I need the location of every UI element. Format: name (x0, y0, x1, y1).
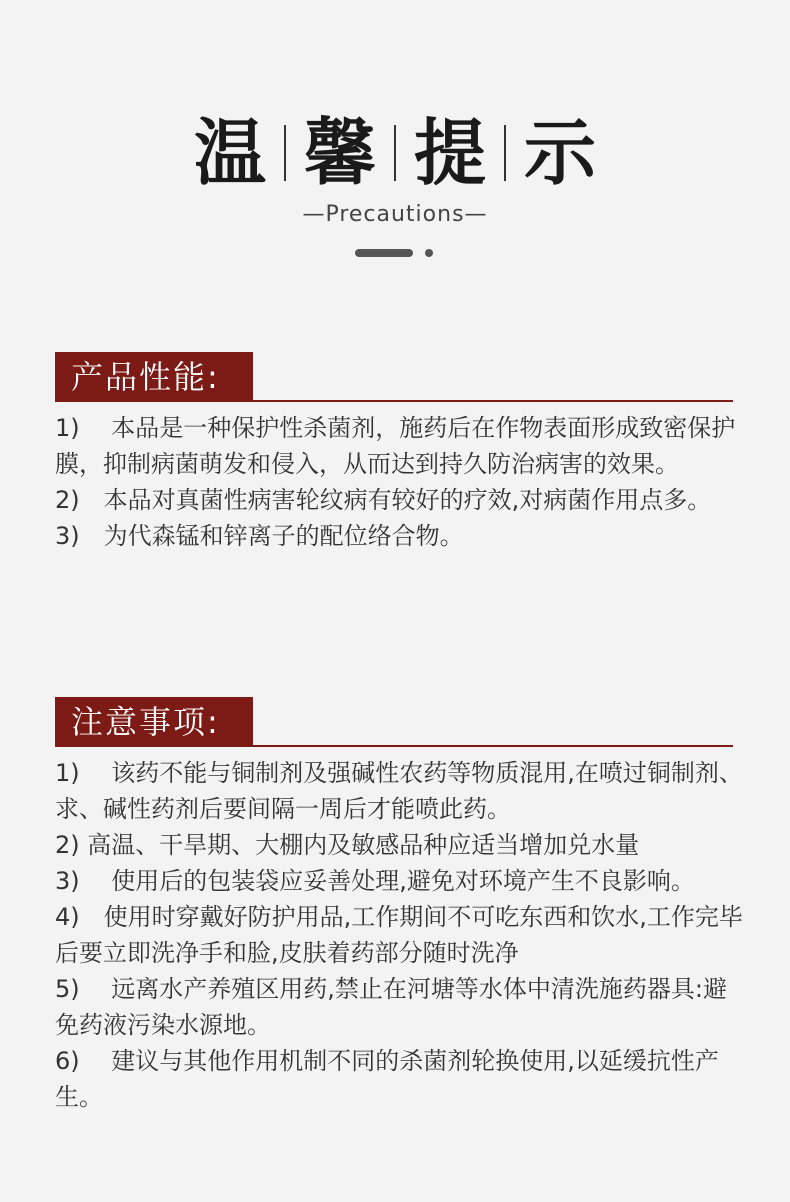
title-char-3: 提 (414, 111, 487, 195)
title-char-4: 示 (524, 111, 597, 195)
list-item: 6) 建议与其他作用机制不同的杀菌剂轮换使用,以延缓抗性产生。 (55, 1047, 719, 1111)
section-heading-notes: 注意事项: (55, 697, 253, 747)
dash-decoration (355, 249, 413, 257)
list-item: 2) 本品对真菌性病害轮纹病有较好的疗效,对病菌作用点多。 (55, 486, 712, 514)
list-item: 3) 使用后的包装袋应妥善处理,避免对环境产生不良影响。 (55, 867, 695, 895)
list-item: 1) 本品是一种保护性杀菌剂，施药后在作物表面形成致密保护膜，抑制病菌萌发和侵入，从而达到持久防治病害的效果。 (55, 414, 736, 478)
page-title (0, 108, 790, 198)
section-underline (55, 400, 733, 402)
section-heading-product: 产品性能: (55, 352, 253, 402)
dot-decoration (425, 249, 433, 257)
list-item: 2) 高温、干旱期、大棚内及敏感品种应适当增加兑水量 (55, 831, 640, 859)
title-char-1: 温 (193, 111, 266, 195)
list-item: 3) 为代森锰和锌离子的配位络合物。 (55, 522, 464, 550)
list-item: 1) 该药不能与铜制剂及强碱性农药等物质混用,在喷过铜制剂、求、碱性药剂后要间隔一周后才能喷此药。 (55, 759, 743, 823)
section-body-notes (55, 755, 745, 1115)
title-char-2: 馨 (303, 111, 376, 195)
list-item: 4) 使用时穿戴好防护用品,工作期间不可吃东西和饮水,工作完毕后要立即洗净手和脸,皮肤着药部分随时洗净 (55, 903, 743, 967)
section-underline (55, 745, 733, 747)
section-body-product (55, 410, 745, 554)
list-item: 5) 远离水产养殖区用药,禁止在河塘等水体中清洗施药器具:避免药液污染水源地。 (55, 975, 727, 1039)
page-subtitle: —Precautions— (302, 202, 488, 227)
decorative-dots (355, 249, 433, 257)
